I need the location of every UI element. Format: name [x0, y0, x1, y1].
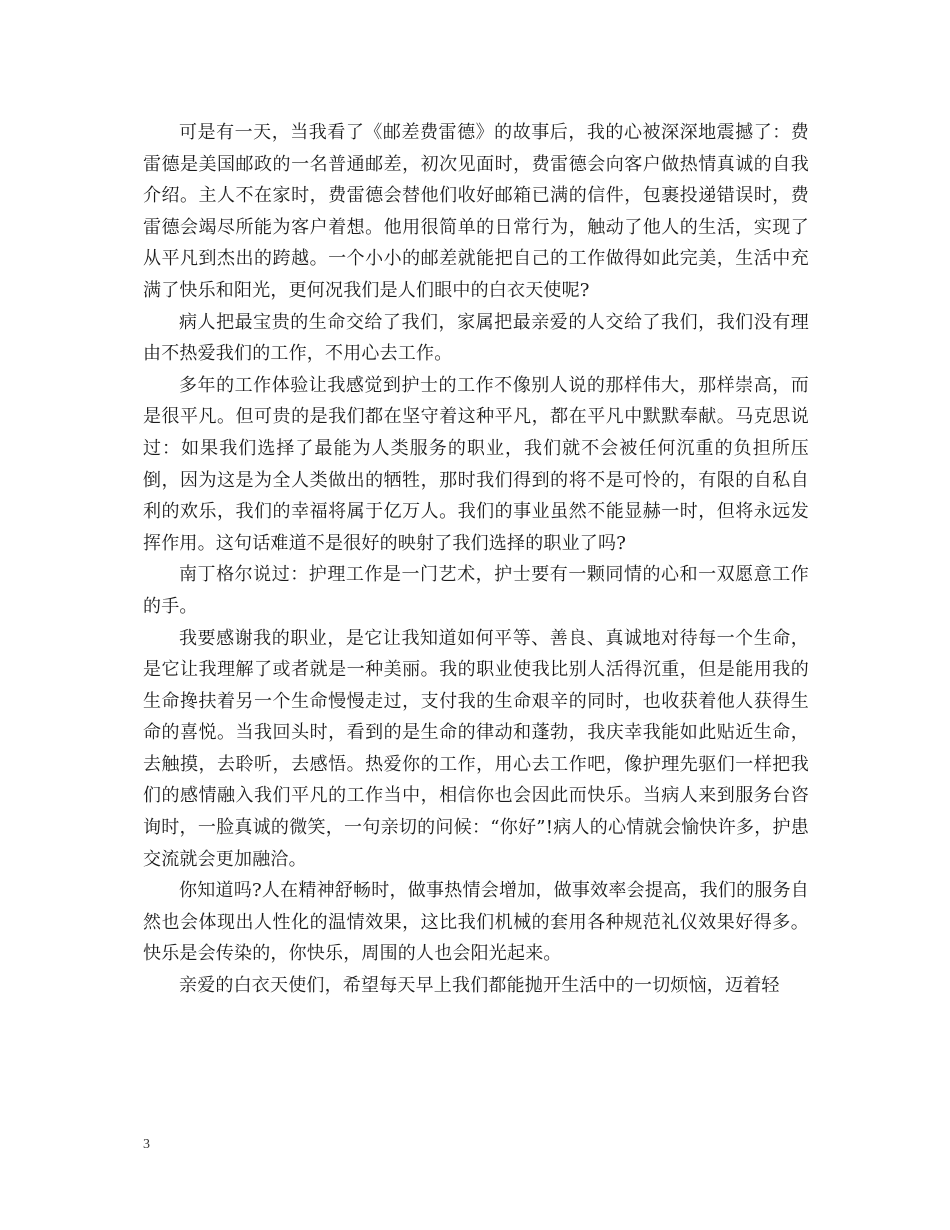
document-body — [143, 117, 809, 1002]
paragraph: 病人把最宝贵的生命交给了我们，家属把最亲爱的人交给了我们，我们没有理由不热爱我们的工作，不用心去工作。 — [143, 311, 809, 365]
paragraph: 多年的工作体验让我感觉到护士的工作不像别人说的那样伟大，那样崇高，而是很平凡。但可贵的是我们都在坚守着这种平凡，都在平凡中默默奉献。马克思说过：如果我们选择了最能为人类服务的职业，我们就不会被任何沉重的负担所压倒，因为这是为全人类做出的牺牲，那时我们得到的将不是可怜的，有限的自私自利的欢乐，我们的幸福将属于亿万人。我们的事业虽然不能显赫一时，但将永远发挥作用。这句话难道不是很好的映射了我们选择的职业了吗? — [143, 374, 809, 554]
paragraph: 你知道吗?人在精神舒畅时，做事热情会增加，做事效率会提高，我们的服务自然也会体现出人性化的温情效果，这比我们机械的套用各种规范礼仪效果好得多。快乐是会传染的，你快乐，周围的人也会阳光起来。 — [143, 880, 809, 965]
page-number: 3 — [143, 1137, 150, 1152]
paragraph: 我要感谢我的职业，是它让我知道如何平等、善良、真诚地对待每一个生命，是它让我理解了或者就是一种美丽。我的职业使我比别人活得沉重，但是能用我的生命搀扶着另一个生命慢慢走过，支付我的生命艰辛的同时，也收获着他人获得生命的喜悦。当我回头时，看到的是生命的律动和蓬勃，我庆幸我能如此贴近生命，去触摸，去聆听，去感悟。热爱你的工作，用心去工作吧，像护理先驱们一样把我们的感情融入我们平凡的工作当中，相信你也会因此而快乐。当病人来到服务台咨询时，一脸真诚的微笑，一句亲切的问候：“你好”!病人的心情就会愉快许多，护患交流就会更加融洽。 — [143, 627, 809, 870]
paragraph: 亲爱的白衣天使们，希望每天早上我们都能抛开生活中的一切烦恼，迈着轻 — [179, 975, 780, 997]
paragraph: 可是有一天，当我看了《邮差费雷德》的故事后，我的心被深深地震撼了：费雷德是美国邮政的一名普通邮差，初次见面时，费雷德会向客户做热情真诚的自我介绍。主人不在家时，费雷德会替他们收好邮箱已满的信件，包裹投递错误时，费雷德会竭尽所能为客户着想。他用很简单的日常行为，触动了他人的生活，实现了从平凡到杰出的跨越。一个小小的邮差就能把自己的工作做得如此完美，生活中充满了快乐和阳光，更何况我们是人们眼中的白衣天使呢? — [143, 122, 809, 301]
paragraph: 南丁格尔说过：护理工作是一门艺术，护士要有一颗同情的心和一双愿意工作的手。 — [143, 564, 809, 617]
